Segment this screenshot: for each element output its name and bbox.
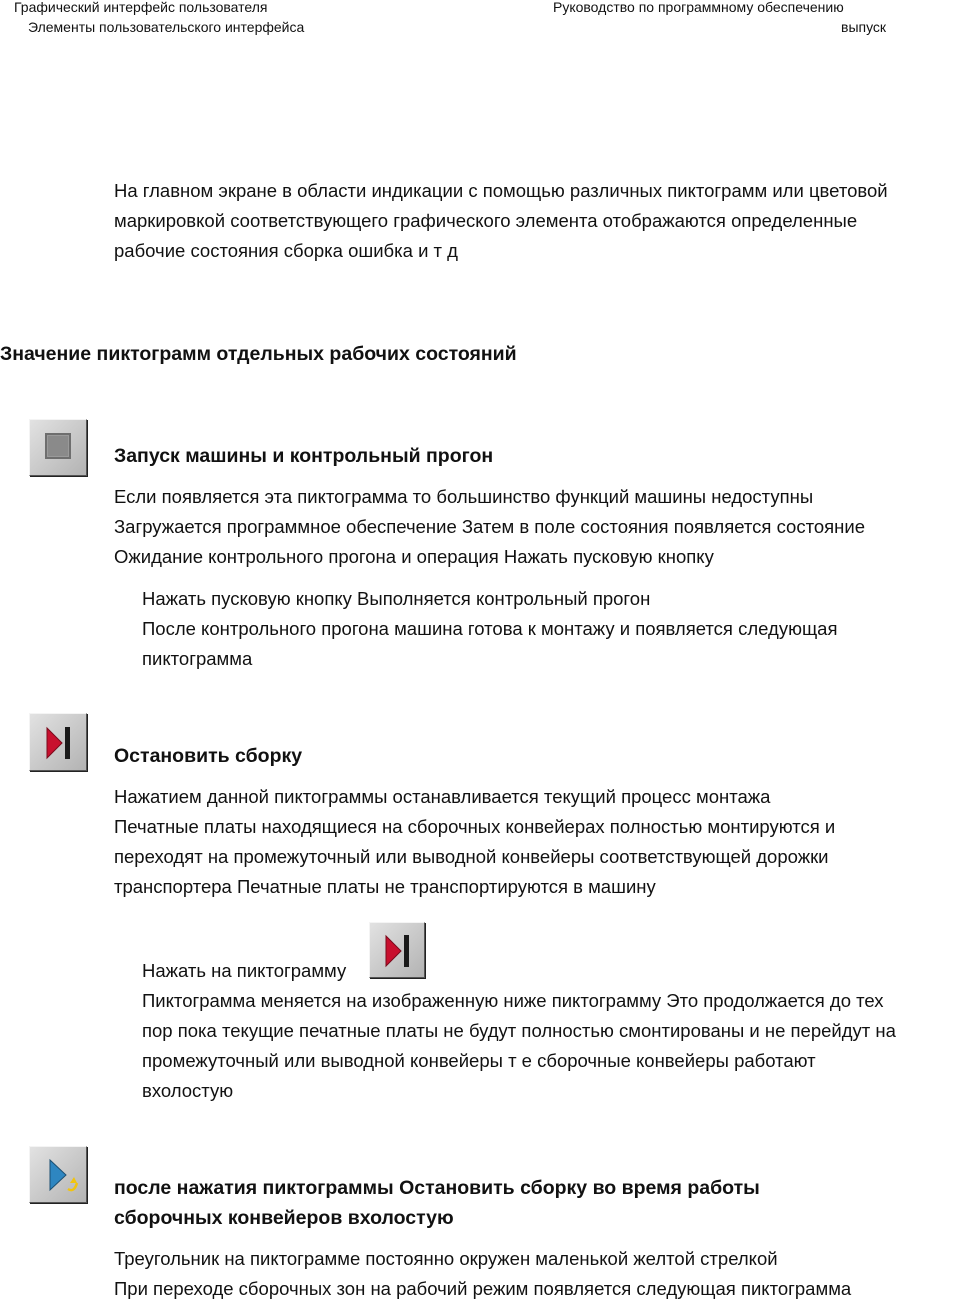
item-step-line: пиктограмма [142, 648, 253, 669]
item-body-line: Если появляется эта пиктограмма то большинство функций машины недоступны [114, 486, 814, 507]
item-body-line: Треугольник на пиктограмме постоянно окружен маленькой желтой стрелкой [114, 1248, 778, 1269]
item-steps [142, 584, 837, 674]
item-step-line: Пиктограмма меняется на изображенную ниже пиктограмму Это продолжается до тех [142, 990, 884, 1011]
intro-line: На главном экране в области индикации с помощью различных пиктограмм или цветовой [114, 180, 888, 201]
stop-assembly-inline-icon[interactable] [369, 922, 425, 978]
item-body [114, 482, 865, 572]
header-right-title: Руководство по программному обеспечению [553, 0, 844, 15]
item-title-line: сборочных конвейеров вхолостую [114, 1207, 454, 1229]
item-body-line: Печатные платы находящиеся на сборочных конвейерах полностью монтируются и [114, 816, 836, 837]
item-title-line: после нажатия пиктограммы Остановить сборку во время работы [114, 1177, 760, 1199]
item-title: Остановить сборку [114, 745, 303, 767]
item-step-click: Нажать на пиктограмму [142, 960, 347, 981]
item-steps [142, 986, 896, 1106]
item-body [114, 782, 835, 902]
idle-conveyor-icon[interactable] [29, 1146, 87, 1203]
intro-line: рабочие состояния сборка ошибка и т д [114, 240, 458, 261]
item-step-line: Нажать пусковую кнопку Выполняется контрольный прогон [142, 588, 651, 609]
item-body-line: транспортера Печатные платы не транспортируются в машину [114, 876, 656, 897]
item-step-line: вхолостую [142, 1080, 234, 1101]
intro-line: маркировкой соответствующего графического элемента отображаются определенные [114, 210, 858, 231]
intro-paragraph [114, 176, 888, 266]
section-title: Значение пиктограмм отдельных рабочих состояний [0, 343, 517, 365]
header-left-title: Графический интерфейс пользователя [14, 0, 268, 15]
item-body-line: Загружается программное обеспечение Затем в поле состояния появляется состояние [114, 516, 866, 537]
item-body-line: переходят на промежуточный или выводной конвейеры соответствующей дорожки [114, 846, 829, 867]
item-body-line: При переходе сборочных зон на рабочий режим появляется следующая пиктограмма [114, 1278, 852, 1299]
item-title [114, 1173, 760, 1233]
item-step-line: пор пока текущие печатные платы не будут полностью смонтированы и не перейдут на [142, 1020, 896, 1041]
item-title: Запуск машины и контрольный прогон [114, 445, 494, 467]
item-step-line: После контрольного прогона машина готова к монтажу и появляется следующая [142, 618, 838, 639]
header-left-subtitle: Элементы пользовательского интерфейса [28, 19, 305, 35]
item-body-line: Нажатием данной пиктограммы останавливается текущий процесс монтажа [114, 786, 771, 807]
header-right-subtitle: выпуск [841, 19, 887, 35]
item-step-line: промежуточный или выводной конвейеры т е сборочные конвейеры работают [142, 1050, 816, 1071]
machine-start-icon[interactable] [29, 419, 87, 476]
item-body-line: Ожидание контрольного прогона и операция Нажать пусковую кнопку [114, 546, 714, 567]
stop-assembly-icon[interactable] [29, 713, 87, 771]
item-body [114, 1244, 851, 1304]
